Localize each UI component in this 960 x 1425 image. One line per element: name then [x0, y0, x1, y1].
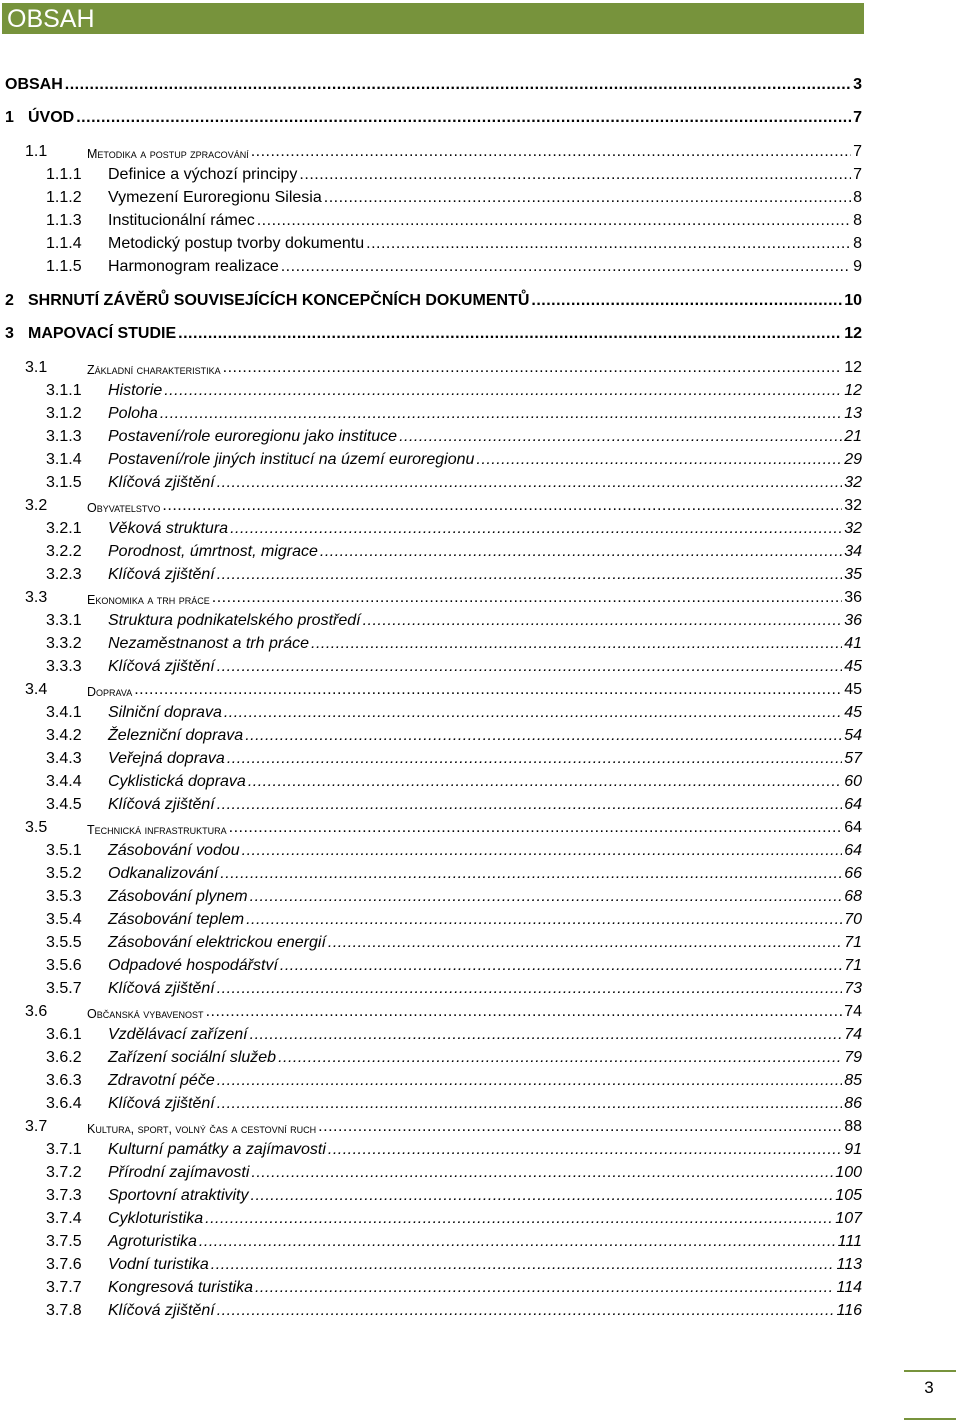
- toc-entry-leader: [217, 566, 842, 584]
- toc-entry-leader: [476, 451, 842, 469]
- toc-entry-page: 36: [844, 589, 862, 606]
- toc-entry-number: 3.3.2: [46, 635, 82, 652]
- toc-entry-number: 3.5.5: [46, 934, 82, 951]
- toc-entry[interactable]: [46, 1252, 862, 1274]
- toc-entry-label: Obyvatelstvo: [87, 501, 161, 515]
- toc-entry[interactable]: [5, 321, 862, 343]
- toc-entry-page: 12: [844, 325, 862, 342]
- toc-entry-page: 9: [853, 258, 862, 275]
- toc-entry-leader: [206, 1003, 843, 1021]
- toc-entry[interactable]: [46, 792, 862, 814]
- toc-entry[interactable]: [25, 139, 862, 161]
- toc-entry-label: Poloha: [108, 405, 158, 422]
- toc-entry-label: Kongresová turistika: [108, 1279, 253, 1296]
- toc-entry-label: Cyklistická doprava: [108, 773, 246, 790]
- toc-entry[interactable]: [46, 838, 862, 860]
- toc-entry-page: 64: [844, 796, 862, 813]
- toc-entry-page: 100: [835, 1164, 862, 1181]
- toc-entry-leader: [318, 1118, 842, 1136]
- toc-entry-label: Agroturistika: [108, 1233, 197, 1250]
- toc-entry-number: 3.5: [25, 819, 48, 836]
- toc-entry[interactable]: [46, 231, 862, 253]
- toc-entry-number: 3.7.8: [46, 1302, 82, 1319]
- toc-entry-page: 70: [844, 911, 862, 928]
- toc-entry-leader: [320, 543, 842, 561]
- toc-entry-number: 3.4.1: [46, 704, 82, 721]
- toc-entry[interactable]: [46, 723, 862, 745]
- toc-entry-label: Vodní turistika: [108, 1256, 209, 1273]
- toc-entry-page: 85: [844, 1072, 862, 1089]
- toc-entry-leader: [230, 520, 842, 538]
- toc-entry-page: 45: [844, 681, 862, 698]
- toc-entry[interactable]: [46, 1091, 862, 1113]
- toc-entry[interactable]: [5, 105, 862, 127]
- toc-entry[interactable]: [46, 1298, 862, 1320]
- toc-entry-label: Postavení/role jiných institucí na území euroregionu: [108, 451, 475, 468]
- toc-entry[interactable]: [46, 185, 862, 207]
- toc-entry-label: Základní charakteristika: [87, 363, 221, 377]
- toc-entry-label: Klíčová zjištění: [108, 1302, 215, 1319]
- toc-entry-leader: [324, 189, 851, 207]
- heading-bar: [2, 3, 864, 34]
- toc-entry-number: 1.1.1: [46, 166, 82, 183]
- toc-entry-page: 7: [853, 166, 862, 183]
- toc-entry[interactable]: [46, 378, 862, 400]
- toc-entry[interactable]: [46, 976, 862, 998]
- footer-top-rule: [904, 1370, 956, 1372]
- toc-entry-leader: [223, 359, 843, 377]
- toc-entry-leader: [217, 658, 842, 676]
- toc-entry-number: 3.1.1: [46, 382, 82, 399]
- toc-entry-leader: [164, 382, 842, 400]
- toc-entry-page: 29: [844, 451, 862, 468]
- toc-entry[interactable]: [46, 1206, 862, 1228]
- toc-entry[interactable]: [46, 162, 862, 184]
- toc-entry[interactable]: [25, 999, 862, 1021]
- toc-entry-label: Institucionální rámec: [108, 212, 255, 229]
- toc-entry[interactable]: [46, 539, 862, 561]
- toc-entry-label: Klíčová zjištění: [108, 474, 215, 491]
- toc-entry-page: 32: [844, 474, 862, 491]
- toc-entry-number: 3.6.3: [46, 1072, 82, 1089]
- toc-entry-label: Doprava: [87, 685, 133, 699]
- toc-entry-number: 1.1.3: [46, 212, 82, 229]
- toc-entry-label: MAPOVACÍ STUDIE: [28, 325, 177, 342]
- toc-entry-leader: [366, 235, 851, 253]
- toc-entry-number: 3.4.4: [46, 773, 82, 790]
- toc-entry-number: 3.5.7: [46, 980, 82, 997]
- toc-entry-label: Definice a výchozí principy: [108, 166, 298, 183]
- toc-entry-number: 3.5.3: [46, 888, 82, 905]
- toc-entry-leader: [328, 934, 842, 952]
- toc-entry-leader: [328, 1141, 842, 1159]
- toc-entry-page: 45: [844, 704, 862, 721]
- toc-entry[interactable]: [5, 288, 862, 310]
- toc-entry-page: 88: [844, 1118, 862, 1135]
- toc-entry-label: ÚVOD: [28, 109, 75, 126]
- toc-entry-number: 3.5.4: [46, 911, 82, 928]
- toc-entry-page: 32: [844, 520, 862, 537]
- toc-entry-leader: [250, 1026, 843, 1044]
- toc-entry-leader: [217, 1302, 835, 1320]
- toc-entry-leader: [217, 980, 842, 998]
- toc-entry-leader: [224, 704, 842, 722]
- toc-entry[interactable]: [46, 1137, 862, 1159]
- toc-entry-leader: [257, 212, 851, 230]
- toc-entry-label: Věková struktura: [108, 520, 229, 537]
- toc-entry-number: 3.6.2: [46, 1049, 82, 1066]
- toc-entry-number: 3.7.2: [46, 1164, 82, 1181]
- toc-entry-leader: [217, 1072, 842, 1090]
- toc-entry-label: Klíčová zjištění: [108, 980, 215, 997]
- toc-entry-label: Zásobování elektrickou energií: [108, 934, 326, 951]
- toc-entry-label: Historie: [108, 382, 163, 399]
- toc-entry-label: Postavení/role euroregionu jako instituce: [108, 428, 398, 445]
- toc-entry-page: 41: [844, 635, 862, 652]
- toc-entry-leader: [212, 589, 842, 607]
- toc-entry-number: 3.2.3: [46, 566, 82, 583]
- toc-entry-label: Klíčová zjištění: [108, 658, 215, 675]
- toc-entry-leader: [248, 773, 842, 791]
- toc-entry-label: Zdravotní péče: [108, 1072, 215, 1089]
- toc-entry[interactable]: [25, 585, 862, 607]
- toc-entry[interactable]: [46, 884, 862, 906]
- toc-entry-leader: [229, 819, 843, 837]
- toc-entry[interactable]: [46, 1183, 862, 1205]
- toc-entry-number: 3.4.5: [46, 796, 82, 813]
- toc-entry-leader: [227, 750, 842, 768]
- toc-entry-number: 3.6.1: [46, 1026, 82, 1043]
- toc-entry-label: Porodnost, úmrtnost, migrace: [108, 543, 318, 560]
- toc-entry-label: Zařízení sociální služeb: [108, 1049, 277, 1066]
- toc-entry[interactable]: [46, 470, 862, 492]
- toc-entry-label: Technická infrastruktura: [87, 823, 227, 837]
- toc-entry-label: Klíčová zjištění: [108, 1095, 215, 1112]
- toc-entry[interactable]: [46, 861, 862, 883]
- toc-entry-label: OBSAH: [5, 76, 63, 93]
- toc-entry-label: Metodický postup tvorby dokumentu: [108, 235, 365, 252]
- toc-entry-number: 3.1: [25, 359, 48, 376]
- toc-entry-number: 3.5.6: [46, 957, 82, 974]
- toc-entry-number: 3.3: [25, 589, 48, 606]
- toc-entry[interactable]: [46, 1045, 862, 1067]
- toc-entry-label: Klíčová zjištění: [108, 796, 215, 813]
- toc-entry-leader: [217, 1095, 842, 1113]
- toc-entry-page: 74: [844, 1026, 862, 1043]
- toc-entry[interactable]: [5, 72, 862, 94]
- toc-entry[interactable]: [46, 1275, 862, 1297]
- toc-entry-page: 35: [844, 566, 862, 583]
- toc-entry-leader: [251, 1187, 834, 1205]
- toc-entry-page: 8: [853, 212, 862, 229]
- toc-entry-number: 3.5.2: [46, 865, 82, 882]
- toc-entry[interactable]: [46, 1160, 862, 1182]
- toc-entry-leader: [250, 888, 843, 906]
- toc-entry-label: Odpadové hospodářství: [108, 957, 278, 974]
- toc-entry-page: 10: [844, 292, 862, 309]
- toc-entry[interactable]: [46, 424, 862, 446]
- toc-entry-number: 3: [5, 325, 14, 342]
- toc-entry-label: Silniční doprava: [108, 704, 222, 721]
- toc-entry-page: 8: [853, 189, 862, 206]
- toc-entry-number: 3.1.4: [46, 451, 82, 468]
- toc-entry-page: 71: [844, 957, 862, 974]
- toc-entry-leader: [160, 405, 842, 423]
- toc-entry-number: 3.5.1: [46, 842, 82, 859]
- toc-entry-label: Vzdělávací zařízení: [108, 1026, 248, 1043]
- toc-entry-leader: [251, 1164, 833, 1182]
- toc-entry-page: 113: [836, 1256, 862, 1273]
- toc-entry-page: 12: [844, 359, 862, 376]
- toc-entry-label: Zásobování teplem: [108, 911, 245, 928]
- toc-entry-number: 3.1.3: [46, 428, 82, 445]
- toc-entry-leader: [299, 166, 851, 184]
- toc-entry-label: Kulturní památky a zajímavosti: [108, 1141, 326, 1158]
- toc-entry-page: 73: [844, 980, 862, 997]
- toc-entry-label: Zásobování vodou: [108, 842, 240, 859]
- toc-entry-label: Harmonogram realizace: [108, 258, 279, 275]
- toc-entry[interactable]: [25, 677, 862, 699]
- toc-entry[interactable]: [25, 493, 862, 515]
- toc-entry[interactable]: [46, 516, 862, 538]
- toc-entry-leader: [217, 796, 842, 814]
- toc-entry-page: 36: [844, 612, 862, 629]
- toc-entry-page: 91: [844, 1141, 862, 1158]
- toc-entry[interactable]: [46, 208, 862, 230]
- toc-entry-label: Struktura podnikatelského prostředí: [108, 612, 361, 629]
- toc-entry[interactable]: [46, 631, 862, 653]
- toc-entry-number: 1.1.4: [46, 235, 82, 252]
- toc-entry[interactable]: [46, 769, 862, 791]
- toc-entry-label: Nezaměstnanost a trh práce: [108, 635, 309, 652]
- toc-entry-number: 3.1.5: [46, 474, 82, 491]
- toc-entry-number: 3.7: [25, 1118, 48, 1135]
- toc-entry-page: 64: [844, 819, 862, 836]
- toc-entry-number: 1.1.2: [46, 189, 82, 206]
- toc-entry-page: 8: [853, 235, 862, 252]
- toc-entry-label: Ekonomika a trh práce: [87, 593, 210, 607]
- toc-entry-number: 3.4.3: [46, 750, 82, 767]
- toc-entry-label: Sportovní atraktivity: [108, 1187, 249, 1204]
- toc-entry-leader: [162, 497, 842, 515]
- toc-entry-page: 68: [844, 888, 862, 905]
- toc-entry-page: 111: [837, 1233, 862, 1250]
- toc-entry[interactable]: [46, 1022, 862, 1044]
- toc-entry-label: Klíčová zjištění: [108, 566, 215, 583]
- toc-entry[interactable]: [46, 562, 862, 584]
- toc-entry-page: 57: [844, 750, 862, 767]
- page-title: OBSAH: [7, 5, 95, 33]
- toc-entry-number: 3.7.3: [46, 1187, 82, 1204]
- toc-entry[interactable]: [46, 953, 862, 975]
- toc-entry-leader: [76, 109, 851, 127]
- toc-entry-leader: [211, 1256, 835, 1274]
- toc-entry-number: 3.4: [25, 681, 48, 698]
- toc-entry-number: 3.7.4: [46, 1210, 82, 1227]
- toc-entry-leader: [531, 292, 842, 310]
- toc-entry-number: 3.3.1: [46, 612, 82, 629]
- toc-entry[interactable]: [46, 1068, 862, 1090]
- toc-entry-label: Zásobování plynem: [108, 888, 248, 905]
- toc-entry-leader: [363, 612, 843, 630]
- toc-entry-page: 12: [844, 382, 862, 399]
- toc-entry-page: 114: [836, 1279, 862, 1296]
- toc-entry-leader: [399, 428, 842, 446]
- toc-entry-label: Odkanalizování: [108, 865, 219, 882]
- toc-entry-leader: [205, 1210, 833, 1228]
- toc-entry-number: 3.2.1: [46, 520, 82, 537]
- toc-entry-page: 86: [844, 1095, 862, 1112]
- toc-entry-label: Metodika a postup zpracování: [87, 147, 249, 161]
- toc-entry-leader: [281, 258, 851, 276]
- toc-entry-leader: [220, 865, 842, 883]
- toc-entry-page: 7: [853, 143, 862, 160]
- toc-entry-label: Vymezení Euroregionu Silesia: [108, 189, 322, 206]
- toc-entry[interactable]: [46, 654, 862, 676]
- toc-entry-page: 32: [844, 497, 862, 514]
- toc-entry[interactable]: [46, 746, 862, 768]
- toc-entry-number: 3.1.2: [46, 405, 82, 422]
- toc-entry-number: 2: [5, 292, 14, 309]
- toc-entry-page: 107: [835, 1210, 862, 1227]
- toc-entry-label: Přírodní zajímavosti: [108, 1164, 250, 1181]
- toc-entry-leader: [251, 143, 851, 161]
- footer-bottom-rule: [904, 1418, 956, 1420]
- toc-entry-page: 60: [844, 773, 862, 790]
- toc-entry-page: 54: [844, 727, 862, 744]
- toc-entry-label: Cykloturistika: [108, 1210, 204, 1227]
- toc-entry-page: 3: [853, 76, 862, 93]
- toc-entry-number: 3.3.3: [46, 658, 82, 675]
- toc-entry[interactable]: [46, 1229, 862, 1251]
- toc-entry[interactable]: [46, 700, 862, 722]
- toc-entry-label: Železniční doprava: [108, 727, 244, 744]
- toc-entry[interactable]: [25, 815, 862, 837]
- toc-entry-page: 74: [844, 1003, 862, 1020]
- toc-entry-page: 7: [853, 109, 862, 126]
- toc-entry-leader: [134, 681, 842, 699]
- toc-entry-leader: [217, 474, 842, 492]
- toc-entry-leader: [280, 957, 842, 975]
- toc-entry-number: 3.2: [25, 497, 48, 514]
- toc-entry-number: 1: [5, 109, 14, 126]
- toc-entry-number: 3.6.4: [46, 1095, 82, 1112]
- toc-entry-number: 3.7.6: [46, 1256, 82, 1273]
- toc-entry[interactable]: [46, 254, 862, 276]
- toc-entry-leader: [278, 1049, 842, 1067]
- toc-entry-page: 116: [836, 1302, 862, 1319]
- toc-entry-leader: [311, 635, 842, 653]
- toc-entry-page: 34: [844, 543, 862, 560]
- toc-entry-label: Občanská vybavenost: [87, 1007, 204, 1021]
- toc-entry-page: 79: [844, 1049, 862, 1066]
- toc-entry[interactable]: [25, 1114, 862, 1136]
- toc-entry-leader: [255, 1279, 835, 1297]
- toc-entry-page: 45: [844, 658, 862, 675]
- toc-entry-page: 13: [844, 405, 862, 422]
- toc-entry-page: 71: [844, 934, 862, 951]
- toc-entry-number: 3.4.2: [46, 727, 82, 744]
- toc-entry-leader: [178, 325, 842, 343]
- toc-entry-number: 1.1: [25, 143, 48, 160]
- page-number: 3: [924, 1378, 934, 1397]
- toc-entry-leader: [242, 842, 843, 860]
- toc-entry-number: 3.7.5: [46, 1233, 82, 1250]
- toc-entry-number: 1.1.5: [46, 258, 82, 275]
- toc-entry[interactable]: [25, 355, 862, 377]
- toc-entry-number: 3.2.2: [46, 543, 82, 560]
- toc-entry-number: 3.7.1: [46, 1141, 82, 1158]
- toc-entry[interactable]: [46, 608, 862, 630]
- toc-entry[interactable]: [46, 907, 862, 929]
- toc-entry-label: Veřejná doprava: [108, 750, 225, 767]
- toc-entry-number: 3.7.7: [46, 1279, 82, 1296]
- toc-entry-number: 3.6: [25, 1003, 48, 1020]
- toc-entry-page: 64: [844, 842, 862, 859]
- toc-entry-leader: [246, 911, 842, 929]
- toc-entry-label: Kultura, sport, volný čas a cestovní ruch: [87, 1122, 317, 1136]
- toc-entry-page: 66: [844, 865, 862, 882]
- toc-entry-page: 21: [844, 428, 862, 445]
- toc-entry[interactable]: [46, 401, 862, 423]
- toc-entry[interactable]: [46, 930, 862, 952]
- toc-entry-leader: [199, 1233, 836, 1251]
- toc-entry-leader: [245, 727, 842, 745]
- toc-entry-label: SHRNUTÍ ZÁVĚRŮ SOUVISEJÍCÍCH KONCEPČNÍCH DOKUMENTŮ: [28, 292, 530, 309]
- toc-entry[interactable]: [46, 447, 862, 469]
- toc-entry-leader: [65, 76, 851, 94]
- toc-entry-page: 105: [835, 1187, 862, 1204]
